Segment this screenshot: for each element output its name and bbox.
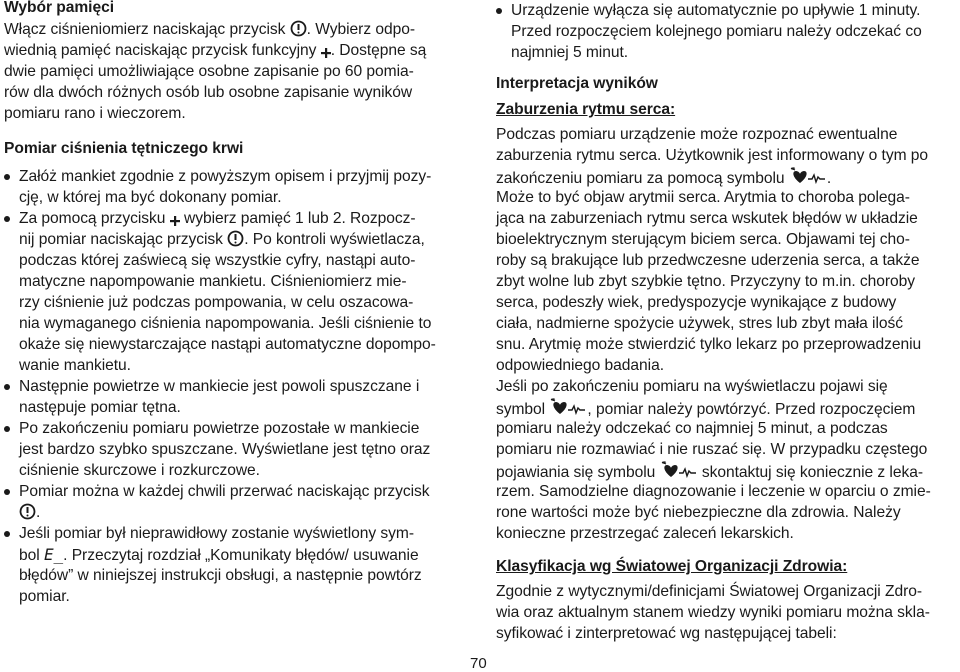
text-span: pojawiania się symbolu xyxy=(496,464,656,481)
bullet-text-line: nia wymaganego ciśnienia napompowania. Jeśli ciśnienie to xyxy=(19,315,432,332)
bullet-text-line: matyczne napompowanie mankietu. Ciśnieniomierz mie- xyxy=(19,273,407,290)
text-span: . Po kontroli wyświetlacza, xyxy=(244,231,425,248)
bullet-text-line: jest bardzo szybko spuszczane. Wyświetlane jest tętno oraz xyxy=(19,441,431,458)
text-span: . Dostępne są xyxy=(330,42,427,59)
text-span: , pomiar należy powtórzyć. Przed rozpoczęciem xyxy=(587,401,916,418)
paragraph-line: Podczas pomiaru urządzenie może rozpoznać ewentualne xyxy=(496,126,898,143)
memory-heading: Wybór pamięci xyxy=(4,0,114,16)
text-span: . xyxy=(36,504,41,521)
bullet-text-line: Pomiar można w każdej chwili przerwać naciskając przycisk xyxy=(19,483,430,500)
bullet xyxy=(4,426,10,432)
bp-heading: Pomiar ciśnienia tętniczego krwi xyxy=(4,140,244,157)
arrhythmia-heading: Zaburzenia rytmu serca: xyxy=(496,101,676,118)
text-span: bol xyxy=(19,547,40,564)
bullet-text-line: Po zakończeniu pomiaru powietrze pozostałe w mankiecie xyxy=(19,420,420,437)
bullet xyxy=(496,8,502,14)
bullet-text-line: ciśnienie skurczowe i rozkurczowe. xyxy=(19,462,260,479)
bullet xyxy=(4,489,10,495)
text-span: skontaktuj się koniecznie z leka- xyxy=(701,464,923,481)
bullet-text-line: wanie mankietu. xyxy=(19,357,131,374)
bullet xyxy=(4,531,10,537)
paragraph-line: Zgodnie z wytycznymi/definicjami Światowej Organizacji Zdro- xyxy=(496,583,922,600)
paragraph-line: Może to być objaw arytmii serca. Arytmia to choroba polega- xyxy=(496,189,910,206)
paragraph-line: snu. Arytmię może stwierdzić tylko lekarz po przeprowadzeniu xyxy=(496,336,922,353)
paragraph-line: roby są brakujące lub przedwczesne uderzenia serca, a także xyxy=(496,252,920,269)
text-span: Włącz ciśnieniomierz naciskając przycisk xyxy=(4,21,286,38)
bullet-text-line: najmniej 5 minut. xyxy=(511,44,629,61)
paragraph-line: syfikować i zinterpretować wg następującej tabeli: xyxy=(496,625,837,642)
paragraph-line: wia oraz aktualnym stanem wiedzy wyniki pomiaru można skla- xyxy=(496,604,930,621)
text-span: wybierz pamięć 1 lub 2. Rozpocz- xyxy=(183,210,416,227)
bullet-text-line: cję, w której ma być dokonany pomiar. xyxy=(19,189,282,206)
paragraph-line: serca, podeszły wiek, predyspozycje wynikające z budowy xyxy=(496,294,897,311)
paragraph-line: zaburzenia rytmu serca. Użytkownik jest informowany o tym po xyxy=(496,147,929,164)
bullet-text-line: podczas której zaświecą się wszystkie cyfry, nastąpi auto- xyxy=(19,252,416,269)
text-span: . Przeczytaj rozdział „Komunikaty błędów/ usuwanie xyxy=(63,547,419,564)
paragraph-line: rone wartości może być niebezpieczne dla zdrowia. Należy xyxy=(496,504,901,521)
text-span: . Wybierz odpo- xyxy=(306,21,415,38)
text-span: Za pomocą przycisku xyxy=(19,210,166,227)
error-symbol-icon: E_ xyxy=(43,545,64,564)
bullet xyxy=(4,384,10,390)
paragraph-line: konieczne przestrzegać zaleceń lekarskich. xyxy=(496,525,794,542)
text-span: nij pomiar naciskając przycisk xyxy=(19,231,223,248)
bullet xyxy=(4,174,10,180)
page-number: 70 xyxy=(470,655,487,672)
paragraph-line: jąca na zaburzeniach rytmu serca wskutek błędów w układzie xyxy=(496,210,918,227)
paragraph-line: odpowiedniego badania. xyxy=(496,357,664,374)
memory-text-line: rów dla dwóch różnych osób lub osobne zapisanie wyników xyxy=(4,84,413,101)
bullet-text-line: okaże się niewystarczające nastąpi automatyczne dopompo- xyxy=(19,336,436,353)
bullet-text-line: błędów” w niniejszej instrukcji obsługi, a następnie powtórz xyxy=(19,567,422,584)
text-span: zakończeniu pomiaru za pomocą symbolu xyxy=(496,170,785,187)
paragraph-line: pomiaru nie rozmawiać i nie ruszać się. W przypadku częstego xyxy=(496,441,928,458)
bullet-text-line xyxy=(19,544,419,566)
bullet-text-line: pomiar. xyxy=(19,588,70,605)
bullet-text-line: następuje pomiar tętna. xyxy=(19,399,181,416)
bullet-text-line: rzy ciśnienie już podczas pompowania, w celu oszacowa- xyxy=(19,294,414,311)
bullet-text-line: Następnie powietrze w mankiecie jest powoli spuszczane i xyxy=(19,378,420,395)
bullet xyxy=(4,216,10,222)
paragraph-line: zbyt wolne lub zbyt szybkie tętno. Przyczyny to m.in. choroby xyxy=(496,273,916,290)
memory-text-line: dwie pamięci umożliwiające osobne zapisanie po 60 pomia- xyxy=(4,63,414,80)
memory-text-line: pomiaru rano i wieczorem. xyxy=(4,105,186,122)
who-heading: Klasyfikacja wg Światowej Organizacji Zdrowia: xyxy=(496,558,848,575)
paragraph-line: ciała, nadmierne spożycie używek, stres lub zbyt mała ilość xyxy=(496,315,903,332)
bullet-text-line: Jeśli pomiar był nieprawidłowy zostanie wyświetlony sym- xyxy=(19,525,414,542)
bullet-text-line: Urządzenie wyłącza się automatycznie po upływie 1 minuty. xyxy=(511,2,921,19)
paragraph-line: rzem. Samodzielne diagnozowanie i leczenie w oparciu o zmie- xyxy=(496,483,931,500)
interpretation-heading: Interpretacja wyników xyxy=(496,75,658,92)
paragraph-line: bioelektrycznym sterującym biciem serca. Objawami tej cho- xyxy=(496,231,910,248)
bullet-text-line: Załóż mankiet zgodnie z powyższym opisem i przyjmij pozy- xyxy=(19,168,432,185)
bullet-text-line: Przed rozpoczęciem kolejnego pomiaru należy odczekać co xyxy=(511,23,922,40)
text-span: wiednią pamięć naciskając przycisk funkcyjny xyxy=(4,42,317,59)
text-span: . xyxy=(826,170,832,187)
text-span: symbol xyxy=(496,401,546,418)
paragraph-line: Jeśli po zakończeniu pomiaru na wyświetlaczu pojawi się xyxy=(496,378,888,395)
paragraph-line: pomiaru należy odczekać co najmniej 5 minut, a podczas xyxy=(496,420,888,437)
